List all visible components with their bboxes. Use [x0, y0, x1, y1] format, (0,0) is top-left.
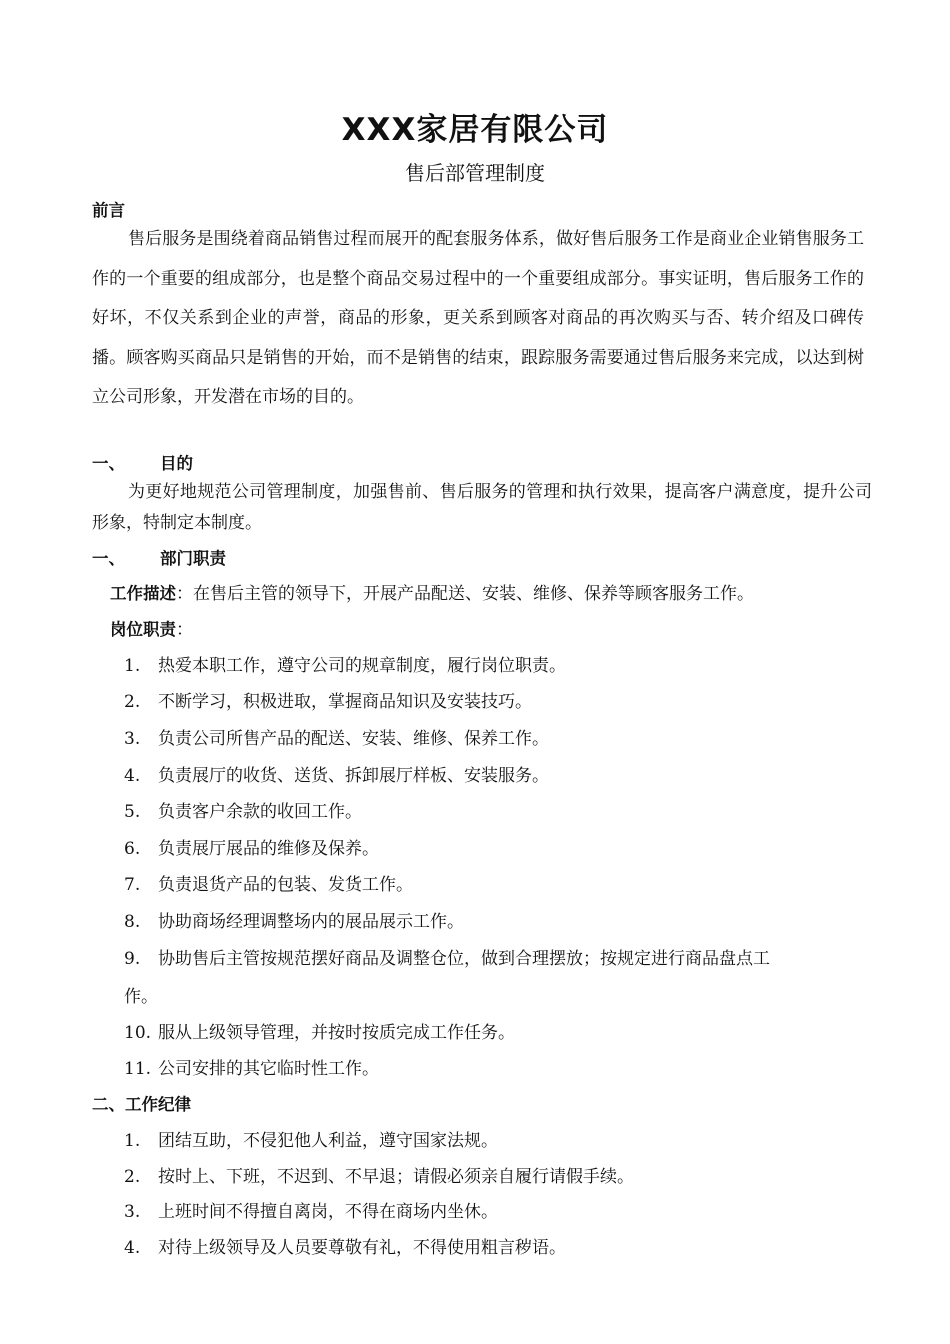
list-item — [124, 1018, 515, 1043]
list-number: 1. — [124, 1131, 141, 1151]
section-purpose-heading — [92, 450, 193, 474]
job-description — [110, 579, 754, 604]
list-number: 9. — [124, 949, 141, 969]
list-item-continuation: 作。 — [124, 987, 158, 1007]
list-item — [124, 1233, 566, 1258]
list-item — [124, 1162, 634, 1187]
list-text: 负责展厅展品的维修及保养。 — [158, 839, 379, 859]
section-title: 目的 — [160, 454, 193, 473]
list-item — [124, 870, 413, 895]
preface-heading: 前言 — [92, 201, 125, 220]
list-number: 2. — [124, 692, 141, 712]
list-number: 5. — [124, 802, 141, 822]
list-number: 4. — [124, 766, 141, 786]
purpose-paragraph: 为更好地规范公司管理制度，加强售前、售后服务的管理和执行效果，提高客户满意度，提升公司形象，特制定本制度。 — [92, 482, 872, 533]
list-item — [124, 761, 549, 786]
list-text: 对待上级领导及人员要尊敬有礼，不得使用粗言秽语。 — [158, 1238, 566, 1258]
list-item — [124, 1197, 498, 1222]
list-text: 团结互助，不侵犯他人利益，遵守国家法规。 — [158, 1131, 498, 1151]
list-text: 负责客户余款的收回工作。 — [158, 802, 362, 822]
list-number: 2. — [124, 1167, 141, 1187]
section-number: 一、 — [92, 454, 125, 473]
job-description-text: ：在售后主管的领导下，开展产品配送、安装、维修、保养等顾客服务工作。 — [176, 584, 754, 604]
list-text: 负责退货产品的包装、发货工作。 — [158, 875, 413, 895]
document-subtitle: 售后部管理制度 — [405, 161, 545, 185]
section-title: 部门职责 — [160, 549, 226, 568]
list-text: 上班时间不得擅自离岗，不得在商场内坐休。 — [158, 1202, 498, 1222]
list-number: 11. — [124, 1059, 152, 1079]
list-text: 热爱本职工作，遵守公司的规章制度，履行岗位职责。 — [158, 656, 566, 676]
job-description-label: 工作描述 — [110, 584, 176, 603]
section-duties-heading — [92, 545, 226, 569]
list-item — [124, 1054, 379, 1079]
list-item — [124, 944, 770, 969]
list-text: 公司安排的其它临时性工作。 — [158, 1059, 379, 1079]
list-text: 协助售后主管按规范摆好商品及调整仓位，做到合理摆放；按规定进行商品盘点工 — [158, 949, 770, 969]
list-item — [124, 834, 379, 859]
section-number: 一、 — [92, 549, 125, 568]
list-text: 服从上级领导管理，并按时按质完成工作任务。 — [158, 1023, 515, 1043]
section-discipline-heading: 二、工作纪律 — [92, 1095, 191, 1114]
list-item — [124, 907, 464, 932]
list-text: 不断学习，积极进取，掌握商品知识及安装技巧。 — [158, 692, 532, 712]
document-title: XXX家居有限公司 — [341, 112, 609, 148]
list-number: 10. — [124, 1023, 152, 1043]
list-number: 6. — [124, 839, 141, 859]
list-text: 负责公司所售产品的配送、安装、维修、保养工作。 — [158, 729, 549, 749]
duties-label: 岗位职责 — [110, 620, 176, 639]
list-item — [124, 724, 549, 749]
list-text: 协助商场经理调整场内的展品展示工作。 — [158, 912, 464, 932]
list-item — [124, 1126, 498, 1151]
duties-colon: ： — [176, 620, 193, 640]
list-number: 4. — [124, 1238, 141, 1258]
list-number: 7. — [124, 875, 141, 895]
list-item — [124, 651, 566, 676]
list-number: 3. — [124, 1202, 141, 1222]
list-item — [124, 797, 362, 822]
list-number: 3. — [124, 729, 141, 749]
preface-paragraph: 售后服务是围绕着商品销售过程而展开的配套服务体系，做好售后服务工作是商业企业销售服务工作的一个重要的组成部分，也是整个商品交易过程中的一个重要组成部分。事实证明，售后服务工作的好坏，不仅关系到企业的声誉，商品的形象，更关系到顾客对商品的再次购买与否、转介绍及口碑传播。顾客购买商品只是销售的开始，而不是销售的结束，跟踪服务需要通过售后服务来完成，以达到树立公司形象，开发潜在市场的目的。 — [92, 229, 864, 407]
duties-label-line — [110, 615, 193, 640]
list-number: 8. — [124, 912, 141, 932]
list-text: 负责展厅的收货、送货、拆卸展厅样板、安装服务。 — [158, 766, 549, 786]
list-number: 1. — [124, 656, 141, 676]
list-item — [124, 687, 532, 712]
list-text: 按时上、下班，不迟到、不早退；请假必须亲自履行请假手续。 — [158, 1167, 634, 1187]
